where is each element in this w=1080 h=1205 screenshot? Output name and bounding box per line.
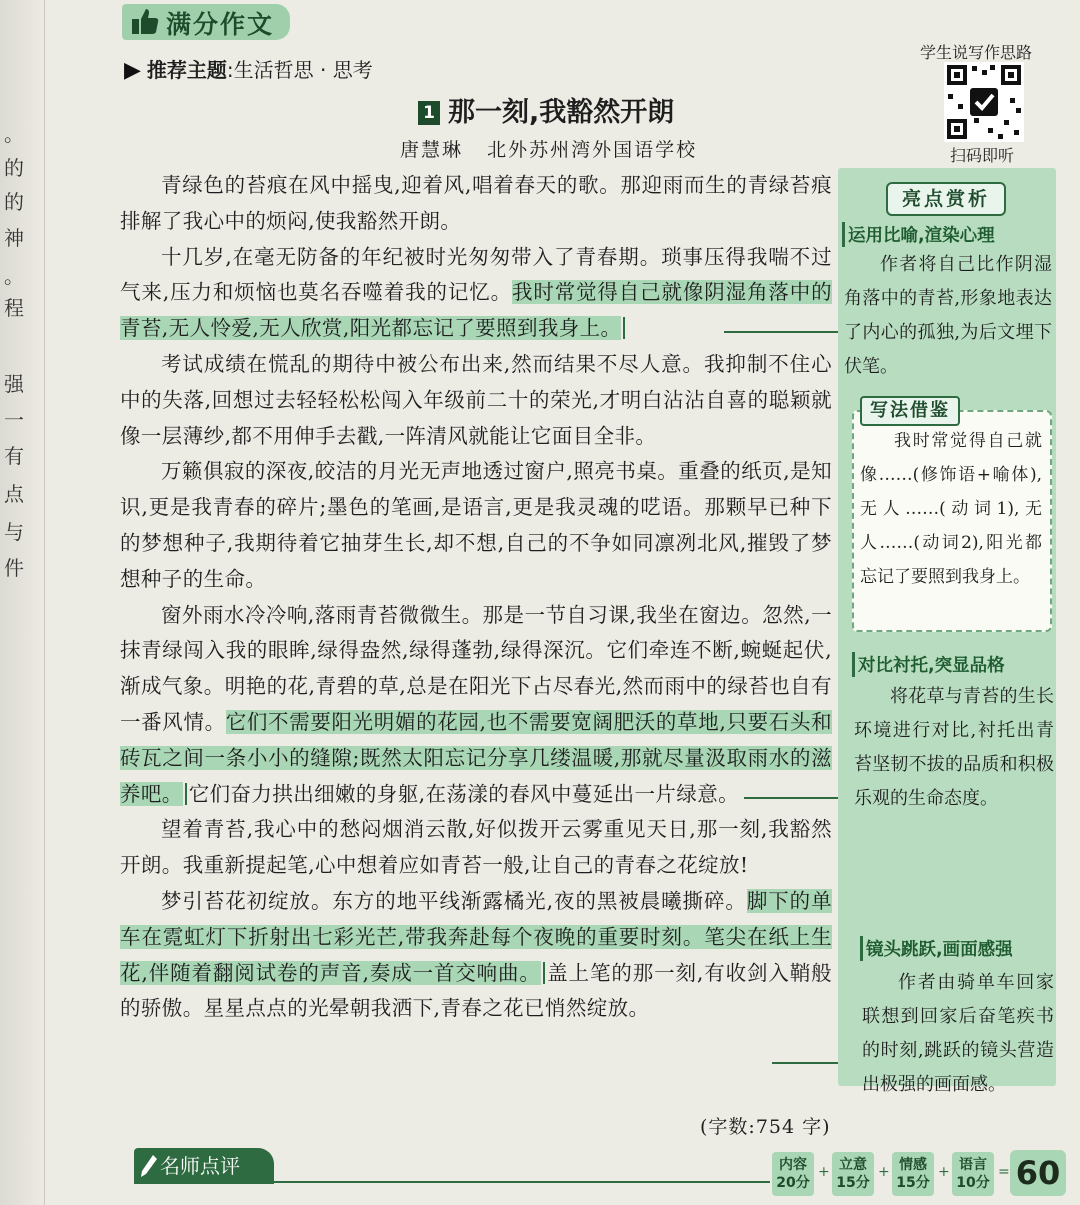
pen-icon xyxy=(140,1154,158,1178)
score-label: 内容 xyxy=(779,1157,807,1173)
equals-icon: = xyxy=(998,1164,1010,1180)
footer-divider xyxy=(270,1181,770,1183)
byline xyxy=(400,135,697,162)
school-name: 北外苏州湾外国语学校 xyxy=(487,139,698,161)
essay-title xyxy=(418,90,674,129)
plus-icon: + xyxy=(878,1164,890,1180)
double-arrow-icon: ▶ xyxy=(124,58,141,83)
paragraph: 万籁俱寂的深夜,皎洁的月光无声地透过窗户,照亮书桌。重叠的纸页,是知识,更是我青春的碎片;墨色的笔画,是语言,更是我灵魂的呓语。那颗早已种下的梦想种子,我期待着它抽芽生长,却不想,自己的不争如同凛冽北风,摧毁了梦想种子的生命。 xyxy=(120,459,832,591)
qr-label: 学生说写作思路 xyxy=(920,43,1033,62)
margin-char: 神 xyxy=(4,226,24,250)
topic-value: :生活哲思 · 思考 xyxy=(226,58,373,82)
score-content xyxy=(772,1152,814,1196)
annotation-marker xyxy=(543,962,545,984)
paragraph-text: 窗外雨水冷冷响,落雨青苔微微生。那是一节自习课,我坐在窗边。忽然,一抹青绿闯入我的眼眸,绿得盎然,绿得蓬勃,绿得深沉。它们牵连不断,蜿蜒起伏,渐成气象。明艳的花,青碧的草,总是在阳光下占尽春光,然而雨中的绿苔也自有一番风情。 xyxy=(120,602,832,734)
topic-label: 推荐主题 xyxy=(146,58,227,82)
recommended-topic xyxy=(124,54,373,83)
essay-title-text: 那一刻,我豁然开朗 xyxy=(448,97,675,128)
note-body: 作者由骑单车回家联想到回家后奋笔疾书的时刻,跳跃的镜头营造出极强的画面感。 xyxy=(862,972,1054,1095)
total-score: 60 xyxy=(1010,1150,1066,1196)
facing-page-edge xyxy=(0,0,45,1205)
paragraph: 考试成绩在慌乱的期待中被公布出来,然而结果不尽人意。我抑制不住心中的失落,回想过去轻轻松松闯入年级前二十的荣光,才明白沾沾自喜的聪颖就像一层薄纱,都不用伸手去戳,一阵清风就能让它面目全非。 xyxy=(120,351,832,448)
paragraph xyxy=(120,598,832,813)
author-name: 唐慧琳 xyxy=(400,139,464,161)
writing-tip-body: 我时常觉得自己就像……(修饰语+喻体),无人……(动词1),无人……(动词2),阳光都忘记了要照到我身上。 xyxy=(860,431,1042,587)
margin-char: 点 xyxy=(4,482,24,506)
paragraph-text: 梦引苔花初绽放。东方的地平线渐露橘光,夜的黑被晨曦撕碎。 xyxy=(161,888,747,913)
note-body: 将花草与青苔的生长环境进行对比,衬托出青苔坚韧不拔的品质和积极乐观的生命态度。 xyxy=(854,686,1054,809)
margin-char: 有 xyxy=(4,444,24,468)
plus-icon: + xyxy=(818,1164,830,1180)
paragraph-text: 盖上笔的那一刻,有收剑入鞘般的骄傲。星星点点的光晕朝我洒下,青春之花已悄然绽放。 xyxy=(120,960,832,1021)
paragraph-text: 它们奋力拱出细嫩的身躯,在荡漾的春风中蔓延出一片绿意。 xyxy=(188,781,740,806)
margin-char: 的 xyxy=(4,190,24,214)
essay-body xyxy=(120,168,832,1027)
note-heading: 对比衬托,突显品格 xyxy=(852,652,1005,677)
qr-code-icon[interactable] xyxy=(944,62,1024,142)
margin-char: 件 xyxy=(4,556,24,580)
score-label: 语言 xyxy=(959,1157,987,1173)
margin-char: 强 xyxy=(4,372,24,396)
thumbs-up-icon xyxy=(130,6,160,36)
paragraph: 望着青苔,我心中的愁闷烟消云散,好似拨开云雾重见天日,那一刻,我豁然开朗。我重新提起笔,心中想着应如青苔一般,让自己的青春之花绽放! xyxy=(120,817,832,878)
paragraph: 青绿色的苔痕在风中摇曳,迎着风,唱着春天的歌。那迎雨而生的青绿苔痕排解了我心中的烦闷,使我豁然开朗。 xyxy=(120,173,832,233)
note-body: 作者将自己比作阴湿角落中的青苔,形象地表达了内心的孤独,为后文埋下伏笔。 xyxy=(844,254,1052,377)
score-points: 15分 xyxy=(896,1175,930,1191)
score-emotion xyxy=(892,1152,934,1196)
plus-icon: + xyxy=(938,1164,950,1180)
note-heading: 镜头跳跃,画面感强 xyxy=(860,936,1013,961)
score-points: 15分 xyxy=(836,1175,870,1191)
margin-char: 的 xyxy=(4,156,24,180)
annotation-marker xyxy=(185,783,187,805)
annotation-connector xyxy=(772,1062,838,1064)
word-count: (字数:754 字) xyxy=(700,1116,831,1138)
score-theme xyxy=(832,1152,874,1196)
score-label: 情感 xyxy=(899,1157,927,1173)
score-label: 立意 xyxy=(839,1157,867,1173)
teacher-comment-tag: 名师点评 xyxy=(134,1148,274,1184)
paragraph-text: 十几岁,在毫无防备的年纪被时光匆匆带入了青春期。琐事压得我喘不过气来,压力和烦恼也莫名吞噬着我的记忆。 xyxy=(120,244,832,305)
margin-char: 程 xyxy=(4,296,24,320)
paragraph xyxy=(120,884,832,1027)
margin-char: 一 xyxy=(4,408,24,432)
margin-char: 。 xyxy=(4,264,24,288)
sidebar-title: 亮点赏析 xyxy=(886,182,1006,216)
note-heading: 运用比喻,渲染心理 xyxy=(842,222,995,247)
annotation-connector xyxy=(724,331,838,333)
highlighted-sentence: 它们不需要阳光明媚的花园,也不需要宽阔肥沃的草地,只要石头和砖瓦之间一条小小的缝隙;既然太阳忘记分享几缕温暖,那就尽量汲取雨水的滋养吧。 xyxy=(120,709,833,806)
margin-char: 与 xyxy=(4,520,24,544)
section-title: 满分作文 xyxy=(166,10,275,39)
writing-tip-tag: 写法借鉴 xyxy=(860,396,960,426)
score-points: 10分 xyxy=(956,1175,990,1191)
qr-caption: 扫码即听 xyxy=(950,146,1015,165)
essay-number-badge: 1 xyxy=(418,101,440,125)
score-points: 20分 xyxy=(776,1175,810,1191)
annotation-marker xyxy=(623,317,625,339)
highlighted-sentence: 我时常觉得自己就像阴湿角落中的青苔,无人怜爱,无人欣赏,阳光都忘记了要照到我身上。 xyxy=(120,280,832,341)
highlighted-sentence: 脚下的单车在霓虹灯下折射出七彩光芒,带我奔赴每个夜晚的重要时刻。笔尖在纸上生花,伴随着翻阅试卷的声音,奏成一首交响曲。 xyxy=(120,888,832,985)
annotation-connector xyxy=(744,797,838,799)
margin-char: 。 xyxy=(4,122,24,146)
score-language xyxy=(952,1152,994,1196)
